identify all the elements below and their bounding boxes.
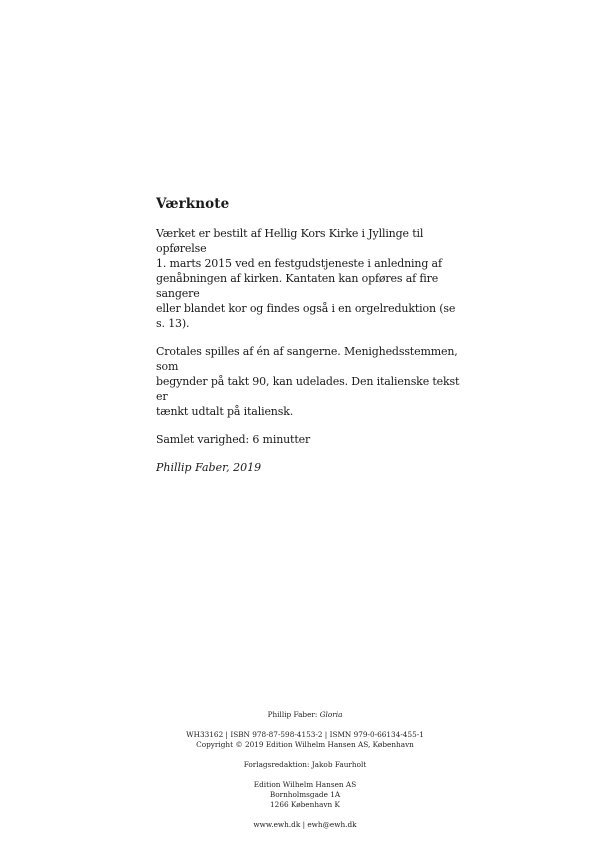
- note-paragraph-duration: Samlet varighed: 6 minutter: [156, 433, 311, 446]
- colophon-editor-block: [0, 760, 610, 770]
- colophon-contact: [0, 820, 610, 830]
- colophon-composer: Phillip Faber:: [267, 710, 320, 719]
- note-paragraph-commission: Værket er bestilt af Hellig Kors Kirke i Jyllinge til opførelse 1. marts 2015 ved en festgudstjeneste i anledning af genåbningen af kirken. Kantaten kan opføres af fire sangere eller blandet kor og findes også i en orgelreduktion (se s. 13).: [156, 227, 456, 330]
- colophon-publisher-address: [0, 780, 610, 810]
- colophon-work: [0, 710, 610, 720]
- publisher-street: Bornholmsgade 1A: [269, 790, 341, 799]
- colophon: [0, 710, 610, 840]
- publisher-city: 1266 København K: [270, 800, 340, 809]
- colophon-identifiers: WH33162 | ISBN 978-87-598-4153-2 | ISMN 979-0-66134-455-1: [186, 730, 424, 739]
- colophon-identifiers-block: [0, 730, 610, 750]
- note-signature: Phillip Faber, 2019: [156, 461, 262, 474]
- note-paragraph-performance: Crotales spilles af én af sangerne. Menighedsstemmen, som begynder på takt 90, kan udelades. Den italienske tekst er tænkt udtalt på italiensk.: [156, 345, 460, 418]
- colophon-work-title: Gloria: [319, 710, 343, 719]
- publisher-name: Edition Wilhelm Hansen AS: [253, 780, 357, 789]
- colophon-copyright: Copyright © 2019 Edition Wilhelm Hansen AS, København: [196, 740, 414, 749]
- publisher-web-email: www.ewh.dk | ewh@ewh.dk: [253, 820, 357, 829]
- note-title: Værknote: [156, 196, 230, 212]
- colophon-editor: Forlagsredaktion: Jakob Faurholt: [243, 760, 367, 769]
- work-note: [156, 196, 466, 475]
